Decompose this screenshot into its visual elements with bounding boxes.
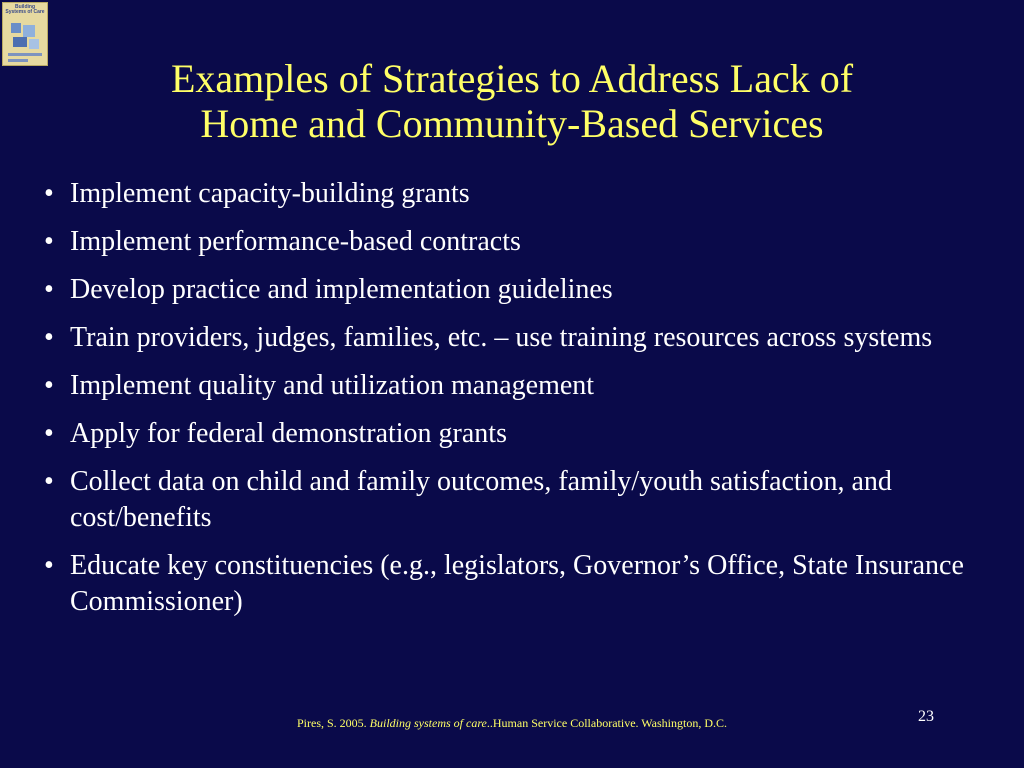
logo-text: Building Systems of Care [5, 4, 45, 15]
bullet-text: Implement capacity-building grants [70, 178, 470, 209]
bullet-item [44, 548, 974, 620]
bullet-dot-icon: • [44, 466, 54, 497]
bullet-item [44, 416, 974, 452]
bullet-text: Apply for federal demonstration grants [70, 418, 507, 449]
slide-title-line-2: Home and Community-Based Services [200, 101, 824, 146]
citation-suffix: ..Human Service Collaborative. Washington, D.C. [486, 716, 727, 730]
bullet-item [44, 320, 974, 356]
bullet-text: Educate key constituencies (e.g., legislators, Governor’s Office, State Insurance Commissioner) [70, 550, 964, 617]
citation-footer [0, 716, 1024, 731]
bullet-dot-icon: • [44, 418, 54, 449]
bullet-item [44, 368, 974, 404]
bullet-dot-icon: • [44, 550, 54, 581]
citation-prefix: Pires, S. 2005. [296, 716, 370, 730]
bullet-text: Develop practice and implementation guidelines [70, 274, 613, 305]
book-cover-logo [2, 2, 48, 66]
bullet-text: Implement quality and utilization management [70, 370, 595, 401]
bullet-text: Train providers, judges, families, etc. – use training resources across systems [70, 322, 933, 353]
bullet-list [44, 176, 974, 632]
bullet-text: Implement performance-based contracts [70, 226, 521, 257]
citation-title: Building systems of care [369, 716, 487, 730]
slide-title [60, 56, 964, 146]
bullet-item [44, 176, 974, 212]
bullet-dot-icon: • [44, 226, 54, 257]
slide-title-line-1: Examples of Strategies to Address Lack of [170, 56, 854, 101]
page-number: 23 [918, 708, 934, 725]
bullet-dot-icon: • [44, 178, 54, 209]
bullet-dot-icon: • [44, 322, 54, 353]
bullet-item [44, 464, 974, 536]
bullet-item [44, 272, 974, 308]
bullet-dot-icon: • [44, 274, 54, 305]
bullet-item [44, 224, 974, 260]
bullet-dot-icon: • [44, 370, 54, 401]
bullet-text: Collect data on child and family outcomes, family/youth satisfaction, and cost/benefits [70, 466, 892, 533]
